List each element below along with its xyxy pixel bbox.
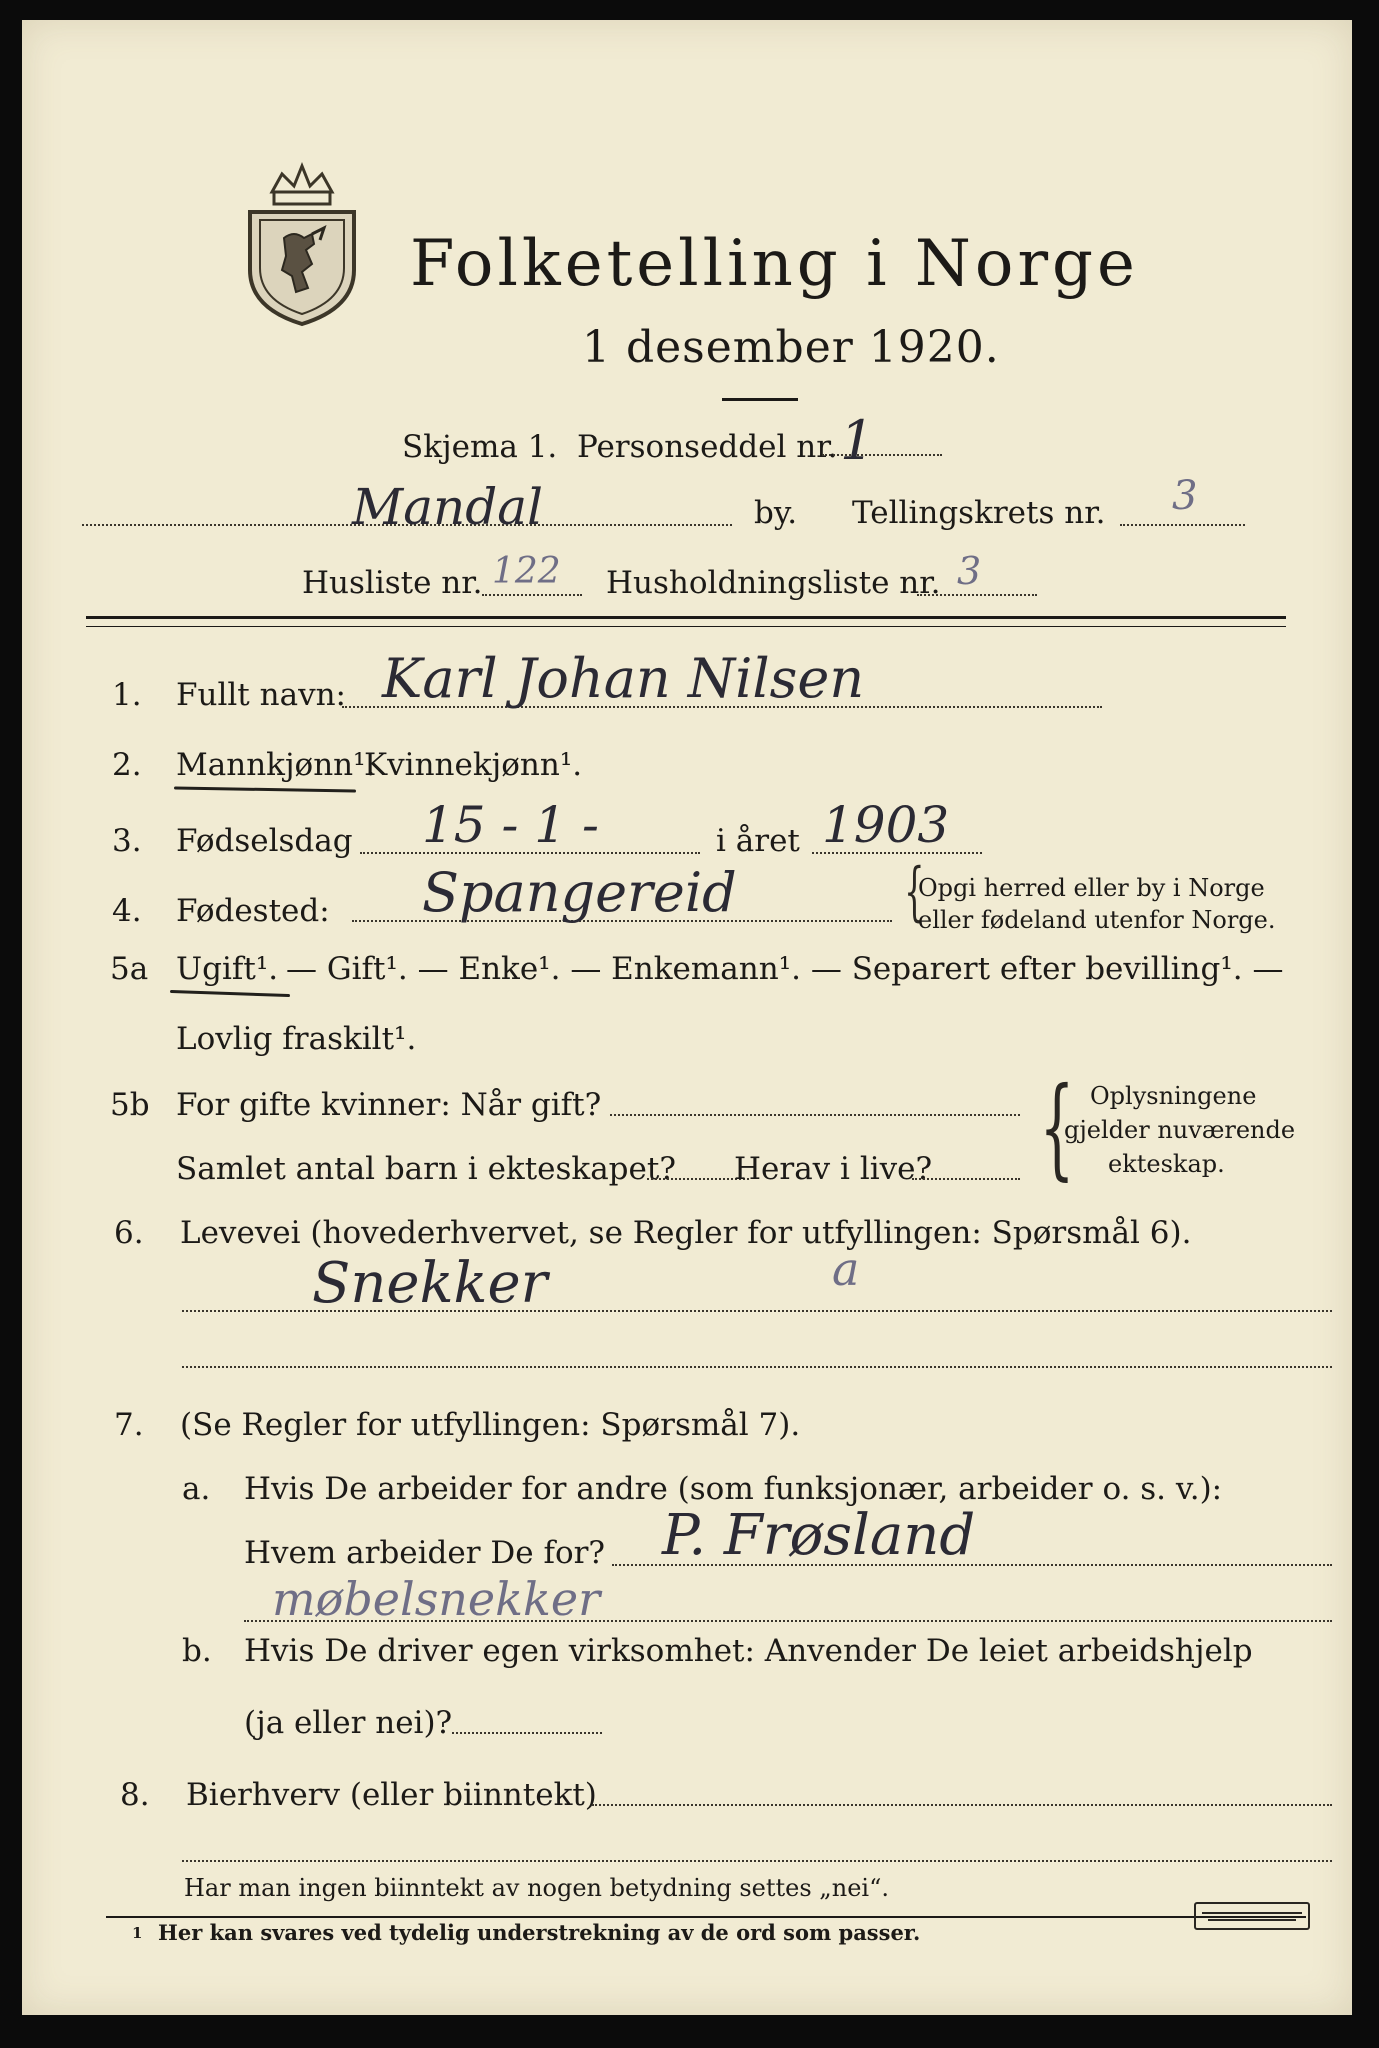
header-rule xyxy=(86,616,1286,619)
q5a-ugift: Ugift¹. xyxy=(176,951,279,987)
q5b-label3: Herav i live? xyxy=(734,1151,933,1187)
tellingskrets-value: 3 xyxy=(1172,473,1198,519)
q3-label: Fødselsdag xyxy=(176,823,353,859)
printer-stamp-icon xyxy=(1194,1902,1310,1930)
q5a-line2: Lovlig fraskilt¹. xyxy=(176,1021,417,1057)
q7-number: 7. xyxy=(114,1407,144,1443)
tellingskrets-label: Tellingskrets nr. xyxy=(852,495,1106,531)
q5b-label1: For gifte kvinner: Når gift? xyxy=(176,1087,602,1123)
skjema-label: Skjema 1. xyxy=(402,429,558,465)
q1-number: 1. xyxy=(112,677,142,713)
q5a-number: 5a xyxy=(110,951,149,987)
q7a-value: P. Frøsland xyxy=(662,1503,976,1568)
q4-note-line1: Opgi herred eller by i Norge xyxy=(918,874,1265,902)
q7b-letter: b. xyxy=(182,1633,212,1669)
husholdning-label: Husholdningsliste nr. xyxy=(606,565,941,601)
q8-label: Bierhverv (eller biinntekt) xyxy=(186,1777,597,1813)
footnote-mark: 1 xyxy=(132,1924,143,1942)
q2-female: Kvinnekjønn¹. xyxy=(364,747,583,783)
husliste-line xyxy=(482,594,582,596)
q6-value-suffix: a xyxy=(832,1242,860,1296)
q4-note-line2: eller fødeland utenfor Norge. xyxy=(918,906,1276,934)
q5b-brace: { xyxy=(1039,1063,1075,1191)
tellingskrets-line xyxy=(1120,524,1245,526)
q3-number: 3. xyxy=(112,823,142,859)
q1-value: Karl Johan Nilsen xyxy=(382,647,865,710)
place-value: Mandal xyxy=(352,478,544,536)
q8-number: 8. xyxy=(120,1777,150,1813)
q7b-line1: Hvis De driver egen virksomhet: Anvender De leiet arbeidshjelp xyxy=(244,1633,1253,1669)
q5a-ugift-underline xyxy=(170,990,290,997)
q5b-note-line1: Oplysningene xyxy=(1090,1082,1257,1110)
q7a-letter: a. xyxy=(182,1471,211,1507)
footer-rule xyxy=(106,1916,1306,1918)
q5b-line1 xyxy=(610,1114,1020,1116)
q5a-options: — Gift¹. — Enke¹. — Enkemann¹. — Separert efter bevilling¹. — xyxy=(286,951,1284,987)
q2-number: 2. xyxy=(112,747,142,783)
q3-year-value: 1903 xyxy=(822,796,950,854)
census-form xyxy=(22,20,1352,2015)
q2-male: Mannkjønn¹. xyxy=(176,747,376,783)
footer-note: Har man ingen biinntekt av nogen betydning settes „nei“. xyxy=(184,1874,889,1902)
q5b-note-line3: ekteskap. xyxy=(1108,1150,1225,1178)
q7-label: (Se Regler for utfyllingen: Spørsmål 7). xyxy=(180,1407,801,1443)
personseddel-label: Personseddel nr. xyxy=(577,429,838,465)
q6-line2 xyxy=(182,1366,1332,1368)
personseddel-value: 1 xyxy=(840,409,875,472)
q4-brace: { xyxy=(904,855,925,929)
q7a-line1: Hvis De arbeider for andre (som funksjonær, arbeider o. s. v.): xyxy=(244,1471,1223,1507)
q3-value: 15 - 1 - xyxy=(422,796,599,854)
header-rule-thin xyxy=(86,626,1286,627)
q3-year-label: i året xyxy=(716,823,800,859)
q7b-line xyxy=(452,1732,602,1734)
q4-number: 4. xyxy=(112,893,142,929)
husliste-value: 122 xyxy=(492,551,561,592)
husholdning-line xyxy=(917,594,1037,596)
q6-value: Snekker xyxy=(312,1251,548,1316)
title-divider xyxy=(722,398,798,401)
q5b-number: 5b xyxy=(110,1087,150,1123)
footnote-text: Her kan svares ved tydelig understrekning av de ord som passer. xyxy=(158,1920,921,1945)
q1-label: Fullt navn: xyxy=(176,677,346,713)
form-title: Folketelling i Norge xyxy=(410,227,1139,301)
q5b-line3 xyxy=(912,1178,1020,1180)
q7a-line2: Hvem arbeider De for? xyxy=(244,1535,606,1571)
husholdning-value: 3 xyxy=(957,549,982,593)
q8-line2 xyxy=(182,1860,1332,1862)
husliste-label: Husliste nr. xyxy=(302,565,483,601)
q8-line1 xyxy=(592,1804,1332,1806)
census-date: 1 desember 1920. xyxy=(582,322,1000,373)
q6-label: Levevei (hovederhvervet, se Regler for utfyllingen: Spørsmål 6). xyxy=(180,1215,1192,1251)
q7a-value2: møbelsnekker xyxy=(272,1572,601,1626)
q5b-note-line2: gjelder nuværende xyxy=(1064,1116,1296,1144)
q2-male-underline xyxy=(174,786,356,792)
q4-label: Fødested: xyxy=(176,893,330,929)
norwegian-coat-of-arms-icon xyxy=(242,160,362,328)
q7b-line2: (ja eller nei)? xyxy=(244,1705,453,1741)
q4-value: Spangereid xyxy=(422,861,737,924)
by-label: by. xyxy=(754,495,798,531)
q5b-label2: Samlet antal barn i ekteskapet? xyxy=(176,1151,676,1187)
q6-number: 6. xyxy=(114,1215,144,1251)
